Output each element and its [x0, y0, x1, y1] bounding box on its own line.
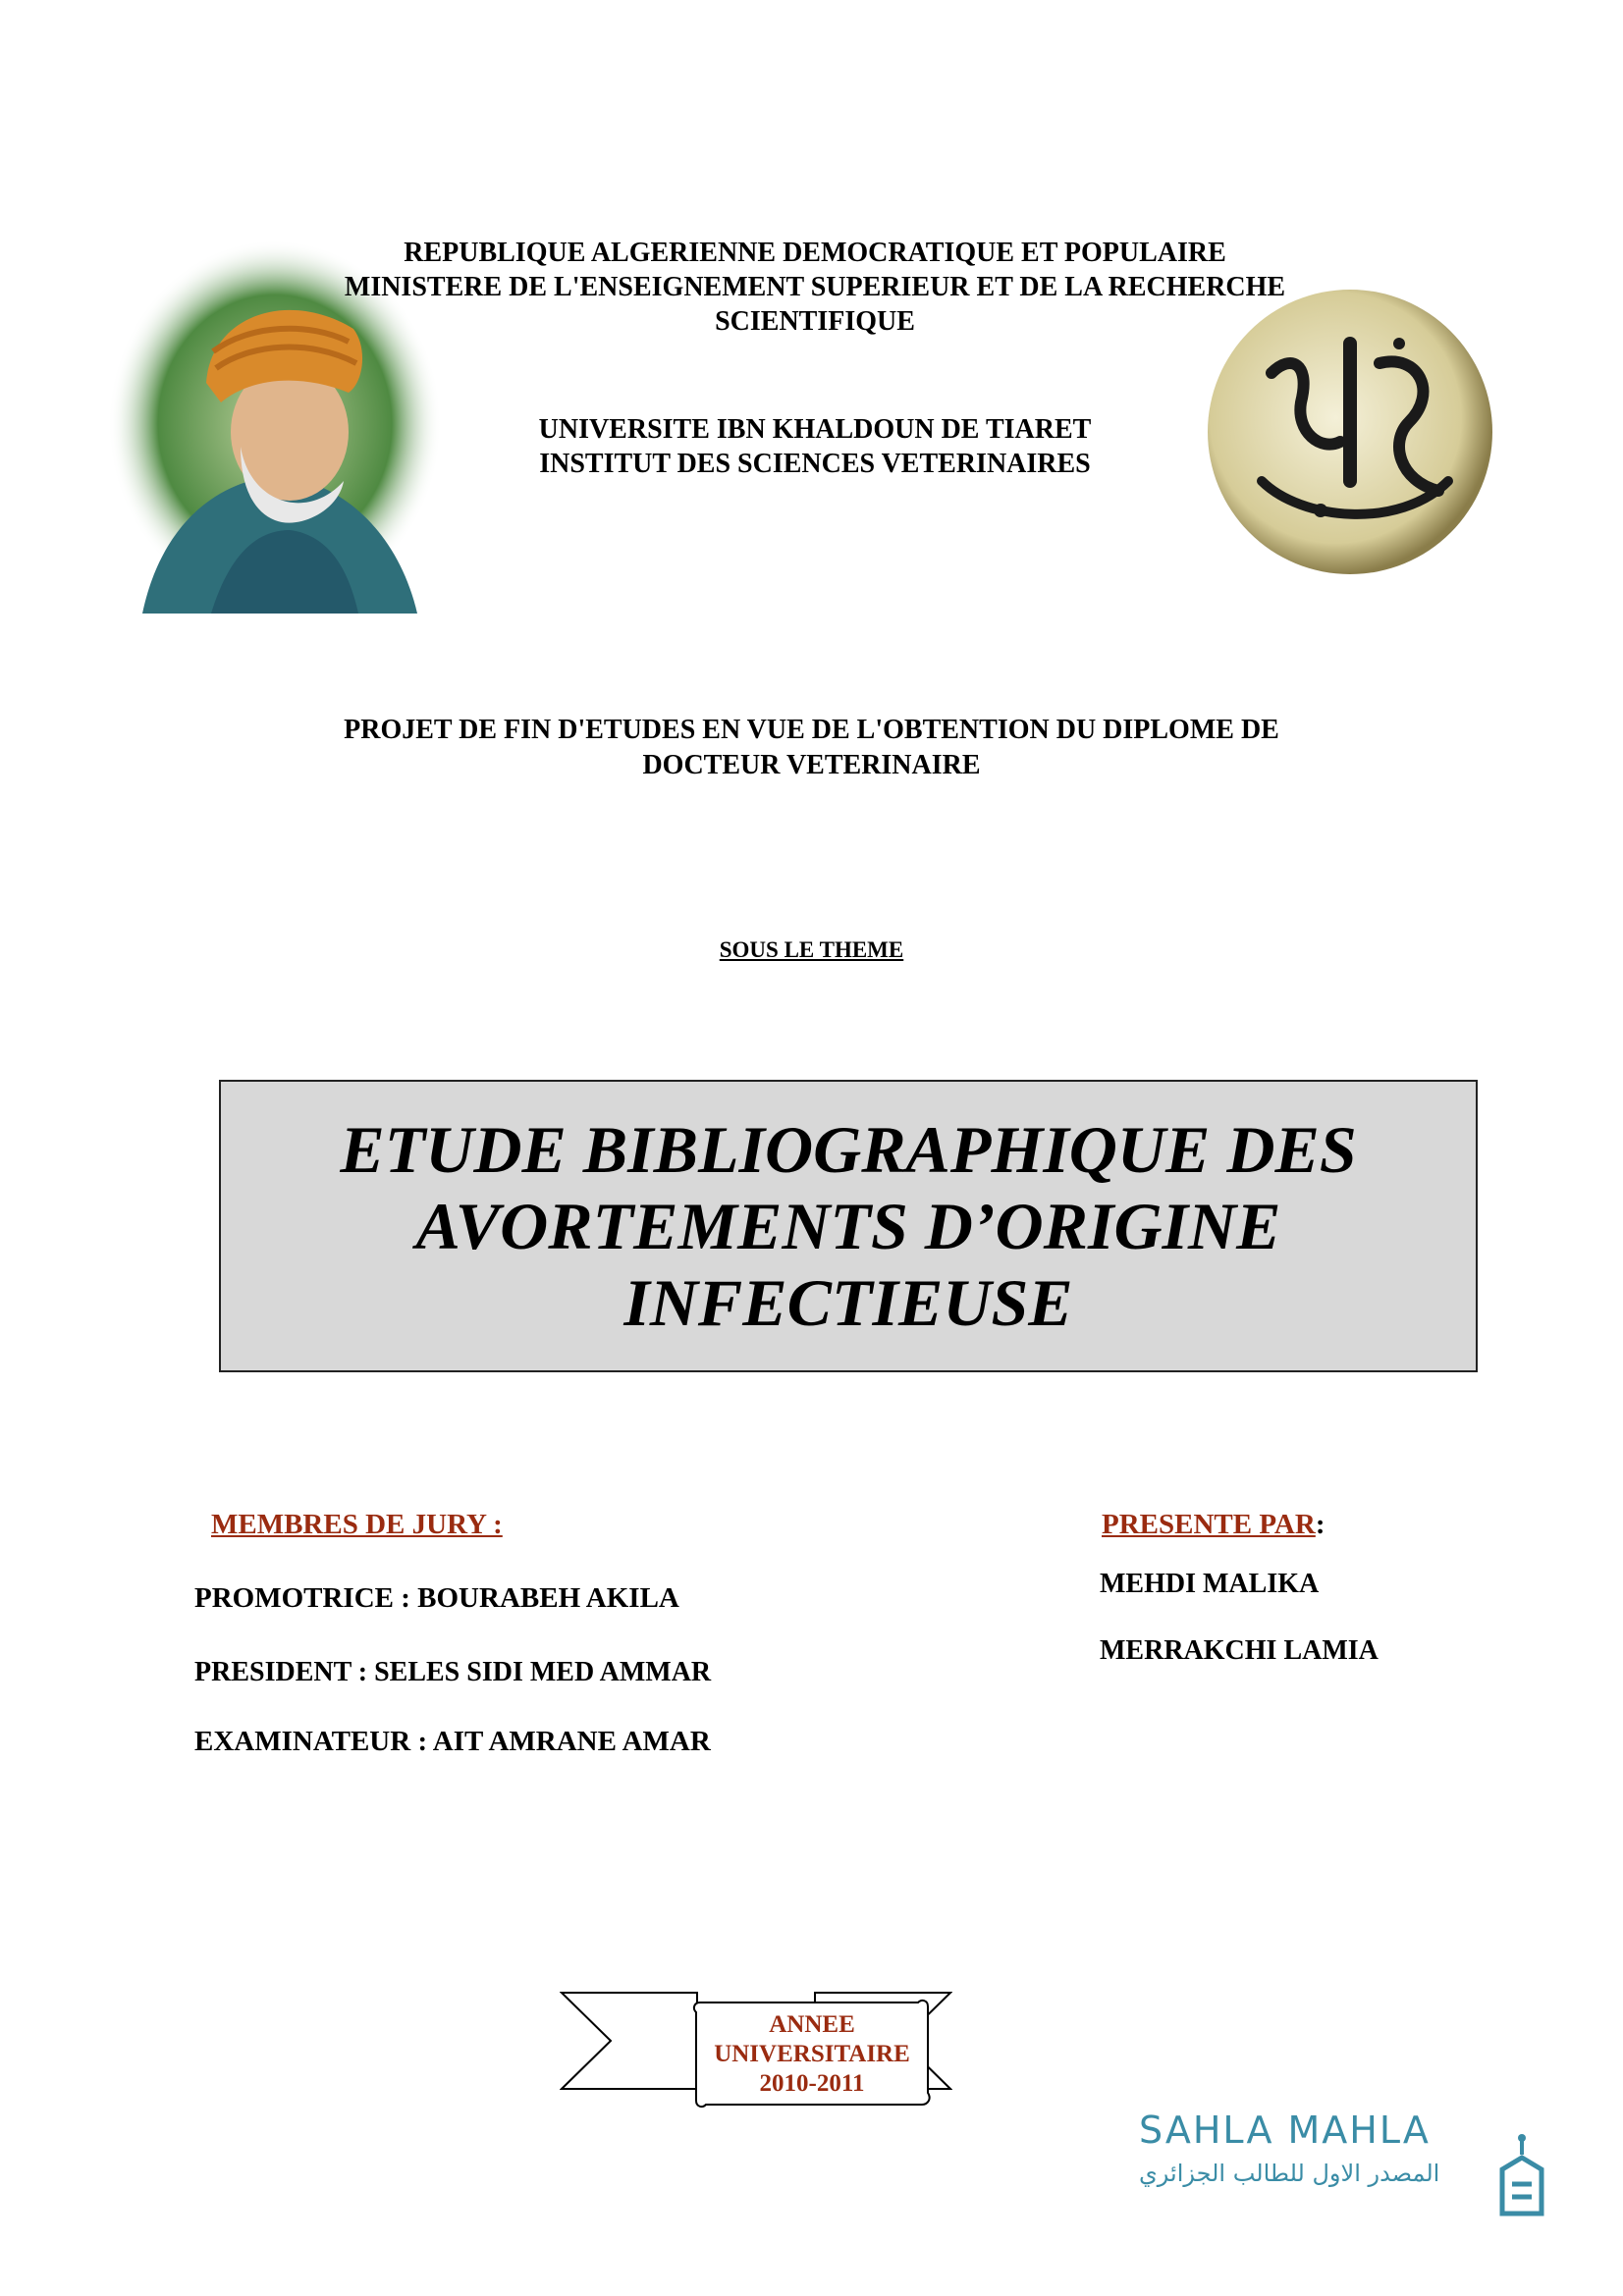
thesis-title-box — [219, 1080, 1478, 1372]
jury-president: PRESIDENT : SELES SIDI MED AMMAR — [194, 1657, 712, 1687]
header-block — [275, 236, 1355, 339]
jury-examinateur: EXAMINATEUR : AIT AMRANE AMAR — [194, 1726, 711, 1757]
header-republic: REPUBLIQUE ALGERIENNE DEMOCRATIQUE ET POPULAIRE — [404, 238, 1226, 268]
project-line2: DOCTEUR VETERINAIRE — [642, 750, 981, 780]
header-ministry: MINISTERE DE L'ENSEIGNEMENT SUPERIEUR ET DE LA RECHERCHE — [344, 272, 1286, 302]
presented-heading-colon: : — [1315, 1509, 1325, 1540]
academic-year — [690, 2010, 934, 2099]
project-block — [147, 713, 1476, 783]
jury-promotrice: PROMOTRICE : BOURABEH AKILA — [194, 1582, 679, 1614]
theme-label: SOUS LE THEME — [719, 937, 904, 962]
student-name: MERRAKCHI LAMIA — [1100, 1635, 1379, 1666]
year-line2: UNIVERSITAIRE — [714, 2041, 910, 2067]
year-line3: 2010-2011 — [759, 2070, 865, 2097]
site-logo-tagline: المصدر الاول للطالب الجزائري — [1139, 2160, 1440, 2187]
university-block — [275, 412, 1355, 481]
thesis-title-line1: ETUDE BIBLIOGRAPHIQUE DES — [340, 1112, 1357, 1187]
year-line1: ANNEE — [769, 2011, 855, 2038]
project-line1: PROJET DE FIN D'ETUDES EN VUE DE L'OBTENTION DU DIPLOME DE — [344, 715, 1279, 745]
site-logo-text: SAHLA MAHLA — [1139, 2109, 1431, 2152]
presented-heading — [1102, 1509, 1325, 1541]
student-name: MEHDI MALIKA — [1100, 1569, 1320, 1599]
logo-emblem-icon — [1483, 2130, 1561, 2228]
university-name: UNIVERSITE IBN KHALDOUN DE TIARET — [538, 414, 1092, 445]
thesis-title-line3: INFECTIEUSE — [623, 1265, 1073, 1340]
header-ministry-cont: SCIENTIFIQUE — [715, 306, 915, 337]
institute-name: INSTITUT DES SCIENCES VETERINAIRES — [539, 449, 1091, 479]
jury-heading: MEMBRES DE JURY : — [211, 1509, 503, 1540]
presented-heading-label: PRESENTE PAR — [1102, 1509, 1316, 1540]
thesis-title-line2: AVORTEMENTS D’ORIGINE — [415, 1189, 1281, 1263]
